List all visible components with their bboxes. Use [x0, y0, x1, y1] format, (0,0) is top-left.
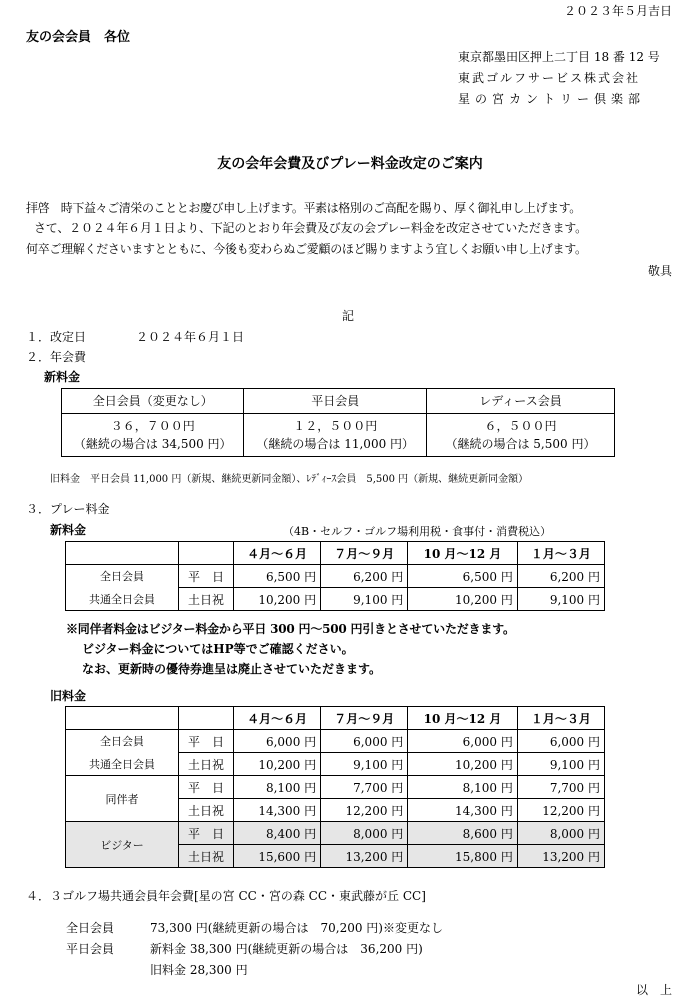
revision-date-value: ２０２４年６月１日: [136, 330, 245, 344]
corner-cell: [179, 542, 234, 565]
fee-amount: １２，５００円: [293, 419, 378, 433]
issue-date: ２０２３年５月吉日: [563, 4, 672, 18]
closing-keigu: 敬具: [647, 264, 672, 278]
price-cell: 13,200 円: [321, 845, 408, 868]
fee-continuing: （継続の場合は 11,000 円）: [256, 437, 415, 451]
member-type: 全日会員: [66, 730, 179, 753]
sender-address: 東京都墨田区押上二丁目 18 番 12 号: [458, 50, 660, 64]
member-type: ビジター: [66, 822, 179, 868]
price-cell: 9,100 円: [321, 588, 408, 611]
play-fee-old-label: 旧料金: [50, 689, 87, 703]
fee-continuing: （継続の場合は 34,500 円）: [73, 437, 232, 451]
price-cell: 8,000 円: [517, 822, 604, 845]
request-line: 何卒ご理解くださいますとともに、今後も変わらぬご愛顧のほど賜りますよう宜しくお願い申し上げます。: [26, 242, 587, 256]
period-header: １月～３月: [517, 542, 604, 565]
member-type: 共通全日会員: [66, 753, 179, 776]
member-type: 全日会員: [66, 565, 179, 588]
common-fee-value: 新料金 38,300 円(継続更新の場合は 36,200 円): [150, 942, 423, 956]
page-title: 友の会年会費及びプレー料金改定のご案内: [217, 156, 483, 172]
recipient: 友の会会員 各位: [26, 30, 131, 45]
price-cell: 10,200 円: [234, 753, 321, 776]
ki-heading: 記: [342, 309, 355, 323]
price-cell: 8,100 円: [408, 776, 518, 799]
fee-cell-full: [62, 414, 244, 457]
closing-ijo: 以 上: [635, 983, 672, 997]
fee-cell-ladies: [426, 414, 614, 457]
period-header: 10 月～12 月: [408, 707, 518, 730]
member-type: 共通全日会員: [66, 588, 179, 611]
period-header: ７月～９月: [321, 707, 408, 730]
day-type: 平 日: [179, 730, 234, 753]
greeting-line: 拝啓 時下益々ご清栄のこととお慶び申し上げます。平素は格別のご高配を賜り、厚く御礼申し上げます。: [26, 201, 581, 215]
day-type: 平 日: [179, 822, 234, 845]
price-cell: 15,600 円: [234, 845, 321, 868]
price-cell: 6,200 円: [321, 565, 408, 588]
period-header: ７月～９月: [321, 542, 408, 565]
price-cell: 14,300 円: [408, 799, 518, 822]
fee-continuing: （継続の場合は 5,500 円）: [445, 437, 596, 451]
play-fee-new-label: 新料金: [50, 523, 87, 537]
price-cell: 12,200 円: [321, 799, 408, 822]
period-header: ４月～６月: [234, 542, 321, 565]
price-cell: 6,500 円: [234, 565, 321, 588]
price-cell: 6,500 円: [408, 565, 518, 588]
price-cell: 12,200 円: [517, 799, 604, 822]
price-cell: 8,400 円: [234, 822, 321, 845]
corner-cell: [66, 542, 179, 565]
annual-fee-label: ２．年会費: [26, 350, 87, 364]
fee-cell-weekday: [244, 414, 426, 457]
day-type: 土日祝: [179, 753, 234, 776]
price-cell: 7,700 円: [517, 776, 604, 799]
price-cell: 8,000 円: [321, 822, 408, 845]
common-fee-name: 全日会員: [66, 921, 115, 935]
price-cell: 6,000 円: [234, 730, 321, 753]
price-cell: 7,700 円: [321, 776, 408, 799]
price-cell: 10,200 円: [408, 753, 518, 776]
price-cell: 6,000 円: [321, 730, 408, 753]
day-type: 平 日: [179, 565, 234, 588]
price-cell: 6,200 円: [517, 565, 604, 588]
price-cell: 14,300 円: [234, 799, 321, 822]
member-type: 同伴者: [66, 776, 179, 822]
common-member-fee-label: ４．３ゴルフ場共通会員年会費[星の宮 CC・宮の森 CC・東武藤が丘 CC]: [26, 889, 426, 903]
revision-date-label: １．改定日: [26, 330, 87, 344]
price-cell: 9,100 円: [517, 588, 604, 611]
visitor-note: ビジター料金についてはHP等でご確認ください。: [82, 642, 354, 656]
old-play-fee-table: [65, 706, 605, 868]
day-type: 平 日: [179, 776, 234, 799]
price-cell: 10,200 円: [234, 588, 321, 611]
fee-header-ladies: レディース会員: [426, 389, 614, 414]
tax-note: （4B・セルフ・ゴルフ場利用税・食事付・消費税込）: [283, 525, 552, 538]
period-header: １月～３月: [517, 707, 604, 730]
annual-fee-table: [61, 388, 615, 457]
corner-cell: [66, 707, 179, 730]
price-cell: 13,200 円: [517, 845, 604, 868]
announcement-line: さて、２０２４年６月１日より、下記のとおり年会費及び友の会プレー料金を改定させていただきます。: [34, 221, 587, 235]
common-fee-value: 旧料金 28,300 円: [150, 963, 248, 977]
price-cell: 15,800 円: [408, 845, 518, 868]
common-fee-value: 73,300 円(継続更新の場合は 70,200 円)※変更なし: [150, 921, 443, 935]
new-play-fee-table: [65, 541, 605, 611]
voucher-note: なお、更新時の優待券進呈は廃止させていただきます。: [82, 662, 382, 676]
common-fee-name: 平日会員: [66, 942, 115, 956]
price-cell: 6,000 円: [408, 730, 518, 753]
companion-note: ※同伴者料金はビジター料金から平日 300 円～500 円引きとさせていただきます。: [66, 622, 515, 636]
fee-header-weekday: 平日会員: [244, 389, 426, 414]
price-cell: 9,100 円: [321, 753, 408, 776]
period-header: ４月～６月: [234, 707, 321, 730]
sender-company: 東武ゴルフサービス株式会社: [458, 71, 641, 85]
price-cell: 6,000 円: [517, 730, 604, 753]
annual-fee-new-label: 新料金: [44, 370, 81, 384]
fee-header-full: 全日会員（変更なし）: [62, 389, 244, 414]
price-cell: 10,200 円: [408, 588, 518, 611]
day-type: 土日祝: [179, 845, 234, 868]
corner-cell: [179, 707, 234, 730]
price-cell: 9,100 円: [517, 753, 604, 776]
day-type: 土日祝: [179, 588, 234, 611]
day-type: 土日祝: [179, 799, 234, 822]
play-fee-label: ３．プレー料金: [26, 502, 110, 516]
price-cell: 8,100 円: [234, 776, 321, 799]
period-header: 10 月～12 月: [408, 542, 518, 565]
fee-amount: ６，５００円: [484, 419, 557, 433]
sender-club: 星の宮カントリー倶楽部: [458, 92, 646, 106]
old-annual-fee-note: 旧料金 平日会員 11,000 円（新規、継続更新同金額）、ﾚﾃﾞｨｰｽ会員 5,500 円（新規、継続更新同金額）: [50, 474, 529, 485]
fee-amount: ３６，７００円: [110, 419, 195, 433]
price-cell: 8,600 円: [408, 822, 518, 845]
